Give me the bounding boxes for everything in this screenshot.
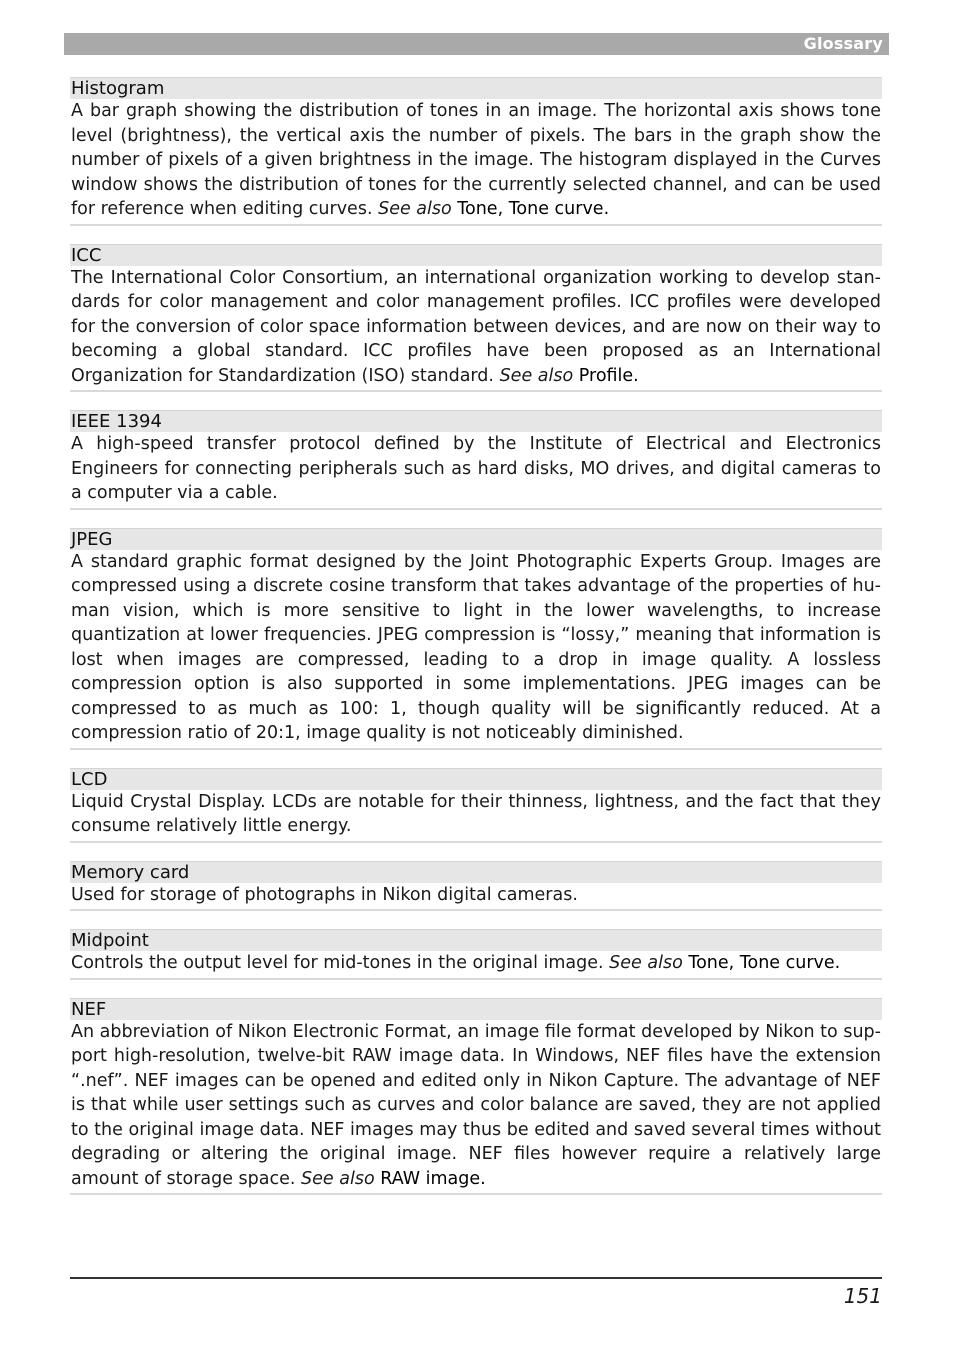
- see-also-label: See also: [378, 199, 452, 219]
- definition-text: A high-speed transfer protocol defined by the Institute of Electrical and Electronics Engineers for connecting peripherals such as hard disks, MO drives, and digital cameras to a computer via a cable.: [71, 434, 881, 503]
- see-also-label: See also: [609, 953, 683, 973]
- glossary-entry-jpeg: [70, 528, 882, 750]
- definition-text: The International Color Consortium, an international organization working to develop standards for color management and color management profiles. ICC profiles were developed for the conversion of color space information between devices, and are now on their way to becoming a global standard. ICC profiles have been proposed as an International Organization for Standardization (ISO) standard.: [71, 267, 881, 386]
- entry-term: Memory card: [70, 861, 882, 883]
- entry-term: ICC: [70, 244, 882, 266]
- glossary-entry-nef: [70, 998, 882, 1196]
- entry-term: IEEE 1394: [70, 410, 882, 432]
- entry-term: Histogram: [70, 77, 882, 99]
- glossary-entry-midpoint: [70, 929, 882, 980]
- definition-text: An abbreviation of Nikon Electronic Format, an image file format developed by Nikon to support high-resolution, twelve-bit RAW image data. In Windows, NEF files have the extension “.nef”. NEF images can be opened and edited only in Nikon Capture. The advantage of NEF is that while user settings such as curves and color balance are saved, they are not applied to the original image data. NEF images may thus be edited and saved several times without degrading or altering the original image. NEF files however require a relatively large amount of storage space.: [71, 1021, 881, 1189]
- entry-definition: [70, 266, 882, 391]
- entry-term: Midpoint: [70, 929, 882, 951]
- page-number: 151: [843, 1284, 882, 1308]
- definition-text: Controls the output level for mid-tones in the original image.: [71, 953, 604, 973]
- entry-term: LCD: [70, 768, 882, 790]
- glossary-entry-histogram: [70, 77, 882, 226]
- entry-definition: [70, 790, 882, 841]
- section-header-bar: [64, 33, 889, 55]
- glossary-entry-ieee-1394: [70, 410, 882, 510]
- entry-term: NEF: [70, 998, 882, 1020]
- definition-text: A standard graphic format designed by the Joint Photographic Experts Group. Images are compressed using a discrete cosine transform that takes advantage of the properties of human vision, which is more sensitive to light in the lower wavelengths, to increase quantization at lower frequencies. JPEG compression is “lossy,” meaning that information is lost when images are compressed, leading to a drop in image quality. A lossless compression option is also supported in some implementations. JPEG images can be compressed to as much as 100: 1, though quality will be significantly reduced. At a compression ratio of 20:1, image quality is not noticeably diminished.: [71, 551, 881, 743]
- entry-definition: [70, 883, 882, 910]
- entry-definition: [70, 99, 882, 224]
- section-title: Glossary: [803, 34, 883, 53]
- see-also-reference: Profile.: [578, 365, 639, 386]
- footer-rule: [70, 1277, 882, 1279]
- entry-definition: [70, 1020, 882, 1194]
- glossary-entries: [70, 77, 882, 1213]
- see-also-label: See also: [301, 1168, 375, 1189]
- see-also-reference: Tone, Tone curve.: [457, 199, 610, 219]
- entry-definition: [70, 432, 882, 508]
- entry-definition: [70, 550, 882, 748]
- see-also-reference: RAW image.: [380, 1168, 486, 1189]
- definition-text: Used for storage of photographs in Nikon digital cameras.: [71, 884, 578, 905]
- entry-term: JPEG: [70, 528, 882, 550]
- see-also-reference: Tone, Tone curve.: [688, 953, 841, 973]
- glossary-entry-lcd: [70, 768, 882, 843]
- definition-text: Liquid Crystal Display. LCDs are notable for their thinness, lightness, and the fact that they consume relatively little energy.: [71, 791, 881, 836]
- see-also-label: See also: [499, 365, 574, 386]
- entry-definition: [70, 951, 882, 978]
- definition-text: A bar graph showing the distribution of tones in an image. The horizontal axis shows tone level (brightness), the vertical axis the number of pixels. The bars in the graph show the number of pixels of a given brightness in the image. The histogram displayed in the Curves window shows the distribution of tones for the currently selected channel, and can be used for reference when editing curves.: [71, 101, 881, 219]
- glossary-entry-memory-card: [70, 861, 882, 912]
- glossary-entry-icc: [70, 244, 882, 393]
